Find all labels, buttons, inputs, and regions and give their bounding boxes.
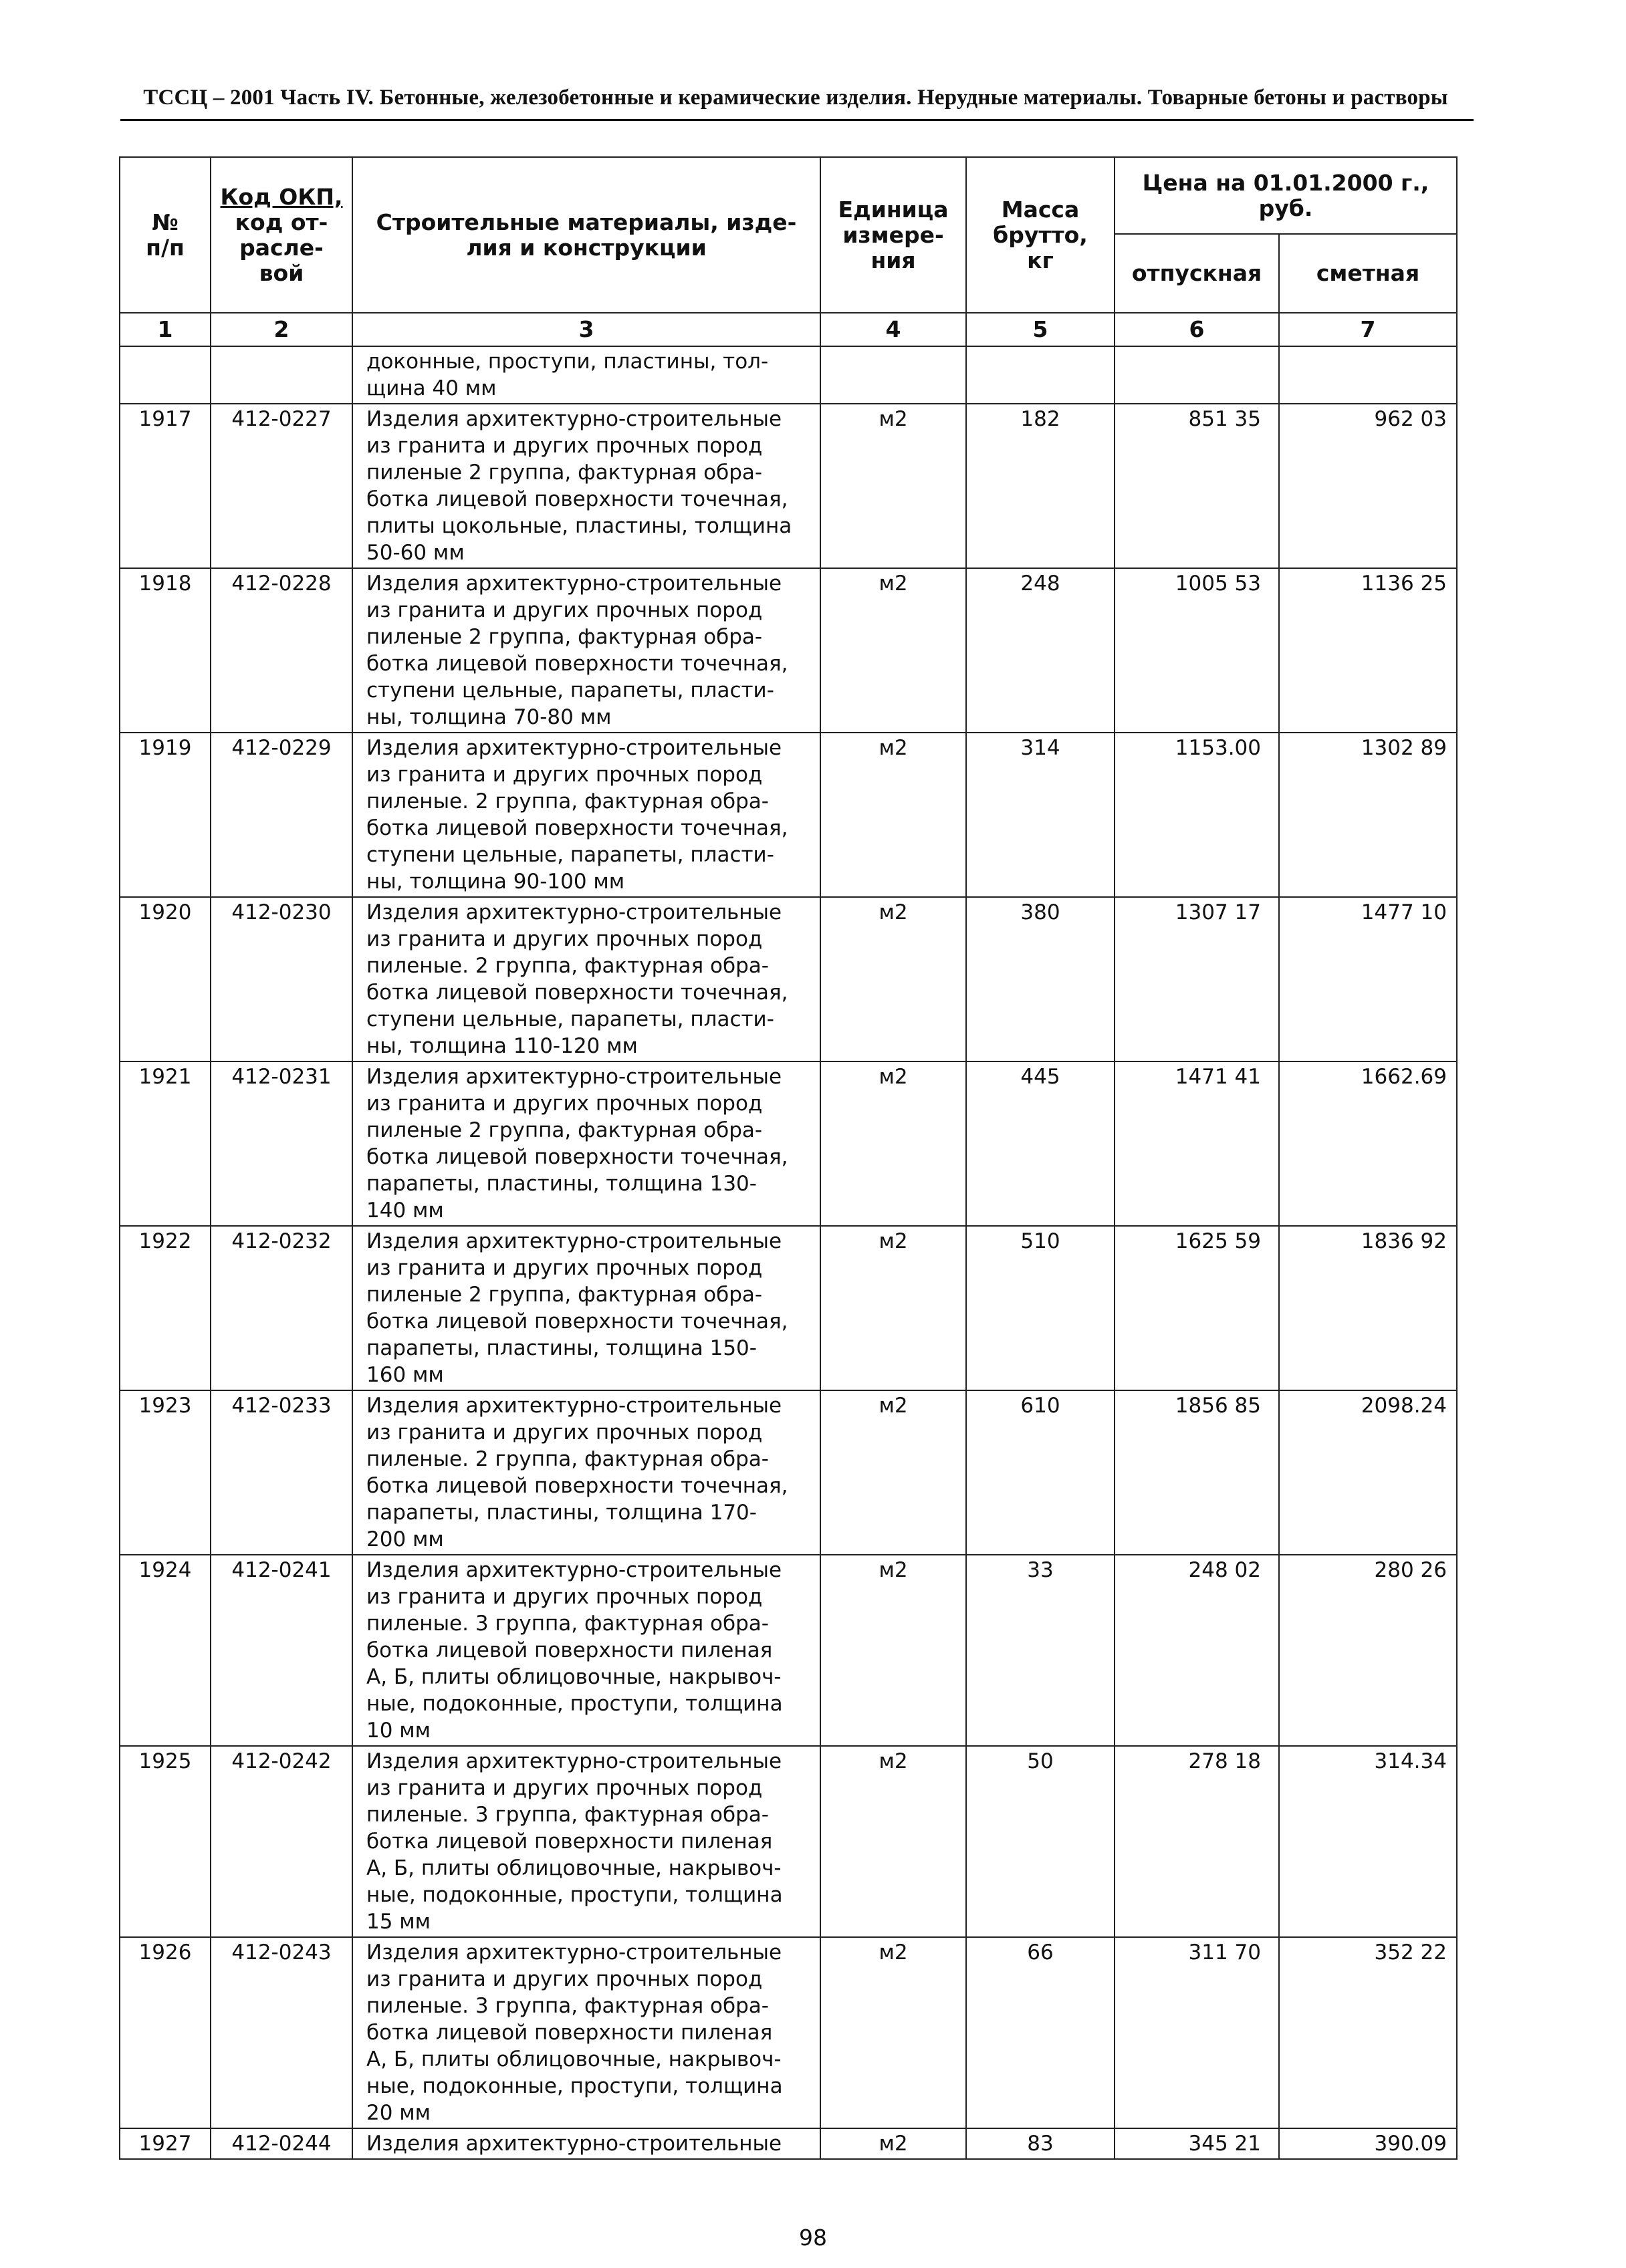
cell-desc [352, 1937, 820, 2128]
cell-code [211, 346, 352, 404]
desc-line: Изделия архитектурно-строительные [366, 407, 782, 431]
desc-line: 160 мм [366, 1363, 444, 1387]
desc-line: ботка лицевой поверхности точечная, [366, 981, 788, 1005]
cell-unit: м2 [820, 404, 966, 568]
desc-line: ботка лицевой поверхности точечная, [366, 1145, 788, 1169]
cell-mass: 248 [966, 568, 1115, 733]
desc-line: ные, подоконные, проступи, толщина [366, 2074, 783, 2098]
desc-line: ботка лицевой поверхности пиленая [366, 1830, 773, 1854]
cell-desc [352, 1061, 820, 1226]
desc-line: Изделия архитектурно-строительные [366, 572, 782, 596]
desc-line: из гранита и других прочных пород [366, 763, 763, 787]
cell-unit: м2 [820, 2128, 966, 2159]
desc-line: Изделия архитектурно-строительные [366, 1065, 782, 1089]
desc-line: доконные, проступи, пластины, тол- [366, 350, 769, 374]
header-rule [120, 119, 1474, 121]
cell-price-estimate: 1302 89 [1279, 733, 1457, 897]
desc-line: пиленые. 2 группа, фактурная обра- [366, 789, 769, 813]
cell-num: 1926 [120, 1937, 211, 2128]
cell-unit: м2 [820, 1061, 966, 1226]
cell-desc [352, 733, 820, 897]
desc-line: ступени цельные, парапеты, пласти- [366, 843, 774, 867]
cell-price-release: 1307 17 [1115, 897, 1279, 1061]
table-row [120, 733, 1457, 897]
cell-price-release: 278 18 [1115, 1746, 1279, 1937]
price-table [119, 156, 1458, 2160]
desc-line: А, Б, плиты облицовочные, накрывоч- [366, 1856, 782, 1880]
column-number: 1 [120, 313, 211, 346]
desc-line: пиленые 2 группа, фактурная обра- [366, 1283, 763, 1307]
cell-desc [352, 346, 820, 404]
desc-line: пиленые 2 группа, фактурная обра- [366, 625, 763, 649]
desc-line: А, Б, плиты облицовочные, накрывоч- [366, 2047, 782, 2071]
desc-line: из гранита и других прочных пород [366, 1092, 763, 1116]
cell-price-release [1115, 346, 1279, 404]
column-number: 6 [1115, 313, 1279, 346]
cell-unit: м2 [820, 1390, 966, 1555]
column-number: 4 [820, 313, 966, 346]
cell-price-release: 345 21 [1115, 2128, 1279, 2159]
header-unit: Единица измере- ния [820, 157, 966, 313]
column-number: 3 [352, 313, 820, 346]
cell-num: 1925 [120, 1746, 211, 1937]
desc-line: 200 мм [366, 1527, 444, 1551]
desc-line: Изделия архитектурно-строительные [366, 1940, 782, 1965]
table-row [120, 1555, 1457, 1746]
header-code: Код ОКП, код от- расле- вой [211, 157, 352, 313]
cell-price-estimate: 314.34 [1279, 1746, 1457, 1937]
cell-unit: м2 [820, 733, 966, 897]
cell-code: 412-0242 [211, 1746, 352, 1937]
desc-line: ступени цельные, парапеты, пласти- [366, 1007, 774, 1031]
cell-code: 412-0243 [211, 1937, 352, 2128]
cell-code: 412-0227 [211, 404, 352, 568]
desc-line: парапеты, пластины, толщина 150- [366, 1336, 757, 1360]
desc-line: ны, толщина 110-120 мм [366, 1034, 638, 1058]
cell-code: 412-0229 [211, 733, 352, 897]
table-row [120, 1226, 1457, 1390]
desc-line: пиленые. 3 группа, фактурная обра- [366, 1994, 769, 2018]
header-num: № п/п [120, 157, 211, 313]
desc-line: ботка лицевой поверхности пиленая [366, 1638, 773, 1662]
cell-mass: 314 [966, 733, 1115, 897]
desc-line: парапеты, пластины, толщина 130- [366, 1172, 757, 1196]
cell-code: 412-0241 [211, 1555, 352, 1746]
cell-mass: 380 [966, 897, 1115, 1061]
cell-unit: м2 [820, 897, 966, 1061]
cell-price-estimate: 280 26 [1279, 1555, 1457, 1746]
desc-line: ные, подоконные, проступи, толщина [366, 1692, 783, 1716]
cell-price-release: 1856 85 [1115, 1390, 1279, 1555]
cell-num: 1923 [120, 1390, 211, 1555]
desc-line: пиленые. 2 группа, фактурная обра- [366, 954, 769, 978]
cell-price-release: 1625 59 [1115, 1226, 1279, 1390]
desc-line: из гранита и других прочных пород [366, 1776, 763, 1800]
cell-price-release: 851 35 [1115, 404, 1279, 568]
desc-line: ботка лицевой поверхности точечная, [366, 1309, 788, 1334]
cell-price-estimate: 2098.24 [1279, 1390, 1457, 1555]
cell-num: 1924 [120, 1555, 211, 1746]
cell-price-estimate: 1136 25 [1279, 568, 1457, 733]
desc-line: Изделия архитектурно-строительные [366, 1229, 782, 1253]
column-number: 7 [1279, 313, 1457, 346]
desc-line: Изделия архитектурно-строительные [366, 2132, 782, 2156]
cell-desc [352, 1226, 820, 1390]
column-number: 5 [966, 313, 1115, 346]
cell-num: 1922 [120, 1226, 211, 1390]
table-row [120, 568, 1457, 733]
cell-price-release: 311 70 [1115, 1937, 1279, 2128]
cell-mass: 83 [966, 2128, 1115, 2159]
desc-line: ботка лицевой поверхности точечная, [366, 816, 788, 840]
cell-code: 412-0231 [211, 1061, 352, 1226]
cell-mass: 50 [966, 1746, 1115, 1937]
cell-num: 1918 [120, 568, 211, 733]
cell-desc [352, 2128, 820, 2159]
desc-line: ные, подоконные, проступи, толщина [366, 1883, 783, 1907]
desc-line: пиленые 2 группа, фактурная обра- [366, 1118, 763, 1142]
desc-line: ны, толщина 70-80 мм [366, 705, 612, 729]
cell-desc [352, 1390, 820, 1555]
cell-desc [352, 404, 820, 568]
cell-unit: м2 [820, 1746, 966, 1937]
desc-line: ны, толщина 90-100 мм [366, 870, 625, 894]
cell-price-estimate: 390.09 [1279, 2128, 1457, 2159]
cell-mass: 610 [966, 1390, 1115, 1555]
desc-line: ботка лицевой поверхности точечная, [366, 487, 788, 511]
desc-line: пиленые. 3 группа, фактурная обра- [366, 1612, 769, 1636]
desc-line: ботка лицевой поверхности пиленая [366, 2021, 773, 2045]
desc-line: ботка лицевой поверхности точечная, [366, 652, 788, 676]
desc-line: из гранита и других прочных пород [366, 1967, 763, 1991]
desc-line: из гранита и других прочных пород [366, 1585, 763, 1609]
desc-line: Изделия архитектурно-строительные [366, 1558, 782, 1582]
header-materials: Строительные материалы, изде- лия и конструкции [352, 157, 820, 313]
desc-line: пиленые 2 группа, фактурная обра- [366, 461, 763, 485]
table-row [120, 1061, 1457, 1226]
desc-line: парапеты, пластины, толщина 170- [366, 1501, 757, 1525]
desc-line: из гранита и других прочных пород [366, 927, 763, 951]
desc-line: Изделия архитектурно-строительные [366, 900, 782, 924]
desc-line: плиты цокольные, пластины, толщина [366, 514, 792, 538]
cell-num [120, 346, 211, 404]
desc-line: 10 мм [366, 1719, 431, 1743]
cell-mass: 33 [966, 1555, 1115, 1746]
desc-line: пиленые. 2 группа, фактурная обра- [366, 1447, 769, 1471]
desc-line: 20 мм [366, 2101, 431, 2125]
table-row [120, 404, 1457, 568]
cell-mass: 182 [966, 404, 1115, 568]
page-number: 98 [799, 2225, 827, 2251]
table-row [120, 897, 1457, 1061]
cell-price-estimate: 352 22 [1279, 1937, 1457, 2128]
cell-num: 1920 [120, 897, 211, 1061]
table-row [120, 1746, 1457, 1937]
page-header: ТССЦ – 2001 Часть IV. Бетонные, железобетонные и керамические изделия. Нерудные материалы. Товарные бетоны и растворы [143, 86, 1448, 110]
cell-mass: 510 [966, 1226, 1115, 1390]
desc-line: пиленые. 3 группа, фактурная обра- [366, 1803, 769, 1827]
cell-mass: 66 [966, 1937, 1115, 2128]
cell-num: 1919 [120, 733, 211, 897]
desc-line: из гранита и других прочных пород [366, 1256, 763, 1280]
cell-desc [352, 1746, 820, 1937]
desc-line: щина 40 мм [366, 376, 497, 400]
column-number: 2 [211, 313, 352, 346]
cell-num: 1927 [120, 2128, 211, 2159]
table-body [120, 346, 1457, 2159]
desc-line: из гранита и других прочных пород [366, 598, 763, 622]
cell-mass [966, 346, 1115, 404]
header-price-estimate: сметная [1279, 234, 1457, 313]
cell-mass: 445 [966, 1061, 1115, 1226]
cell-desc [352, 897, 820, 1061]
cell-num: 1917 [120, 404, 211, 568]
desc-line: из гранита и других прочных пород [366, 434, 763, 458]
header-mass: Масса брутто, кг [966, 157, 1115, 313]
cell-price-estimate [1279, 346, 1457, 404]
desc-line: Изделия архитектурно-строительные [366, 1749, 782, 1773]
cell-price-release: 1471 41 [1115, 1061, 1279, 1226]
cell-unit: м2 [820, 568, 966, 733]
cell-price-release: 1005 53 [1115, 568, 1279, 733]
desc-line: Изделия архитектурно-строительные [366, 736, 782, 760]
cell-price-estimate: 962 03 [1279, 404, 1457, 568]
header-price-group: Цена на 01.01.2000 г., руб. [1115, 157, 1457, 234]
continuation-row [120, 346, 1457, 404]
desc-line: ступени цельные, парапеты, пласти- [366, 678, 774, 703]
cell-price-release: 1153.00 [1115, 733, 1279, 897]
desc-line: Изделия архитектурно-строительные [366, 1394, 782, 1418]
table-row [120, 1390, 1457, 1555]
cell-unit: м2 [820, 1937, 966, 2128]
table-row [120, 2128, 1457, 2159]
desc-line: ботка лицевой поверхности точечная, [366, 1474, 788, 1498]
cell-code: 412-0228 [211, 568, 352, 733]
cell-num: 1921 [120, 1061, 211, 1226]
desc-line: А, Б, плиты облицовочные, накрывоч- [366, 1665, 782, 1689]
cell-price-release: 248 02 [1115, 1555, 1279, 1746]
cell-desc [352, 1555, 820, 1746]
cell-unit: м2 [820, 1555, 966, 1746]
desc-line: из гранита и других прочных пород [366, 1420, 763, 1444]
cell-unit [820, 346, 966, 404]
cell-price-estimate: 1662.69 [1279, 1061, 1457, 1226]
header-price-release: отпускная [1115, 234, 1279, 313]
table-row [120, 1937, 1457, 2128]
cell-code: 412-0230 [211, 897, 352, 1061]
desc-line: 15 мм [366, 1910, 431, 1934]
cell-code: 412-0233 [211, 1390, 352, 1555]
cell-price-estimate: 1477 10 [1279, 897, 1457, 1061]
desc-line: 140 мм [366, 1199, 444, 1223]
cell-code: 412-0244 [211, 2128, 352, 2159]
cell-price-estimate: 1836 92 [1279, 1226, 1457, 1390]
desc-line: 50-60 мм [366, 541, 465, 565]
cell-desc [352, 568, 820, 733]
cell-code: 412-0232 [211, 1226, 352, 1390]
cell-unit: м2 [820, 1226, 966, 1390]
